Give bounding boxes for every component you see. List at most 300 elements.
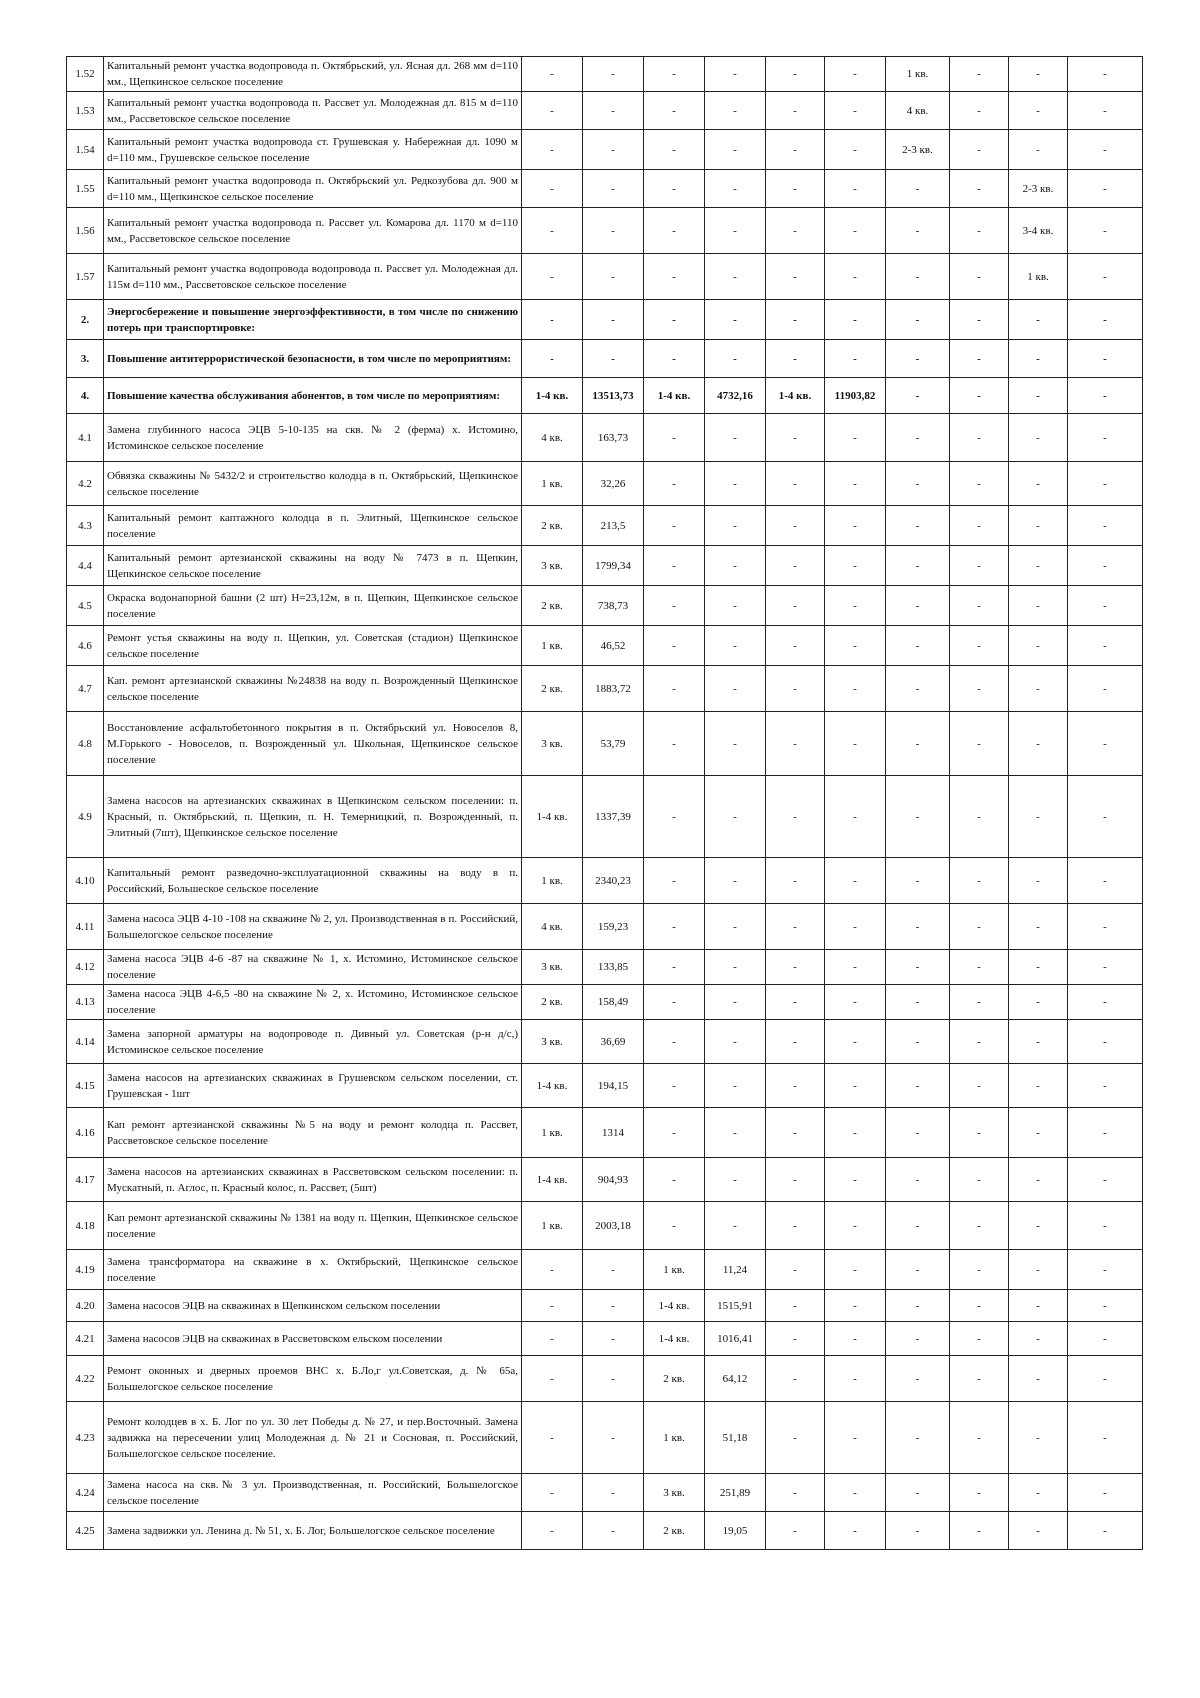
row-description: Замена насосов на артезианских скважинах в Грушевском сельском поселении, ст. Грушевская - 1шт bbox=[104, 1064, 522, 1108]
row-value-7: - bbox=[886, 1158, 950, 1202]
row-value-5: - bbox=[766, 170, 825, 208]
row-description: Кап ремонт артезианской скважины №5 на воду и ремонт колодца п. Рассвет, Рассветовское сельское поселение bbox=[104, 1108, 522, 1158]
row-value-8: - bbox=[950, 130, 1009, 170]
row-number: 1.55 bbox=[67, 170, 104, 208]
row-description: Капитальный ремонт участка водопровода п. Октябрьский, ул. Ясная дл. 268 мм d=110 мм., Щепкинское сельское поселение bbox=[104, 57, 522, 92]
row-value-9: - bbox=[1009, 57, 1068, 92]
row-value-2: 46,52 bbox=[583, 626, 644, 666]
row-value-8: - bbox=[950, 340, 1009, 378]
row-value-6: - bbox=[825, 1474, 886, 1512]
row-value-8: - bbox=[950, 462, 1009, 506]
row-value-4: 64,12 bbox=[705, 1356, 766, 1402]
row-value-7: - bbox=[886, 586, 950, 626]
row-value-7: - bbox=[886, 1290, 950, 1322]
row-value-10: - bbox=[1068, 92, 1143, 130]
row-value-10: - bbox=[1068, 1158, 1143, 1202]
row-value-6: - bbox=[825, 1158, 886, 1202]
row-value-3: 3 кв. bbox=[644, 1474, 705, 1512]
row-value-4: 51,18 bbox=[705, 1402, 766, 1474]
row-value-3: - bbox=[644, 904, 705, 950]
row-value-4: - bbox=[705, 130, 766, 170]
row-value-6: - bbox=[825, 462, 886, 506]
row-value-2: - bbox=[583, 1402, 644, 1474]
row-value-7: - bbox=[886, 1020, 950, 1064]
row-number: 4.23 bbox=[67, 1402, 104, 1474]
row-number: 4.11 bbox=[67, 904, 104, 950]
row-value-3: - bbox=[644, 985, 705, 1020]
row-description: Повышение качества обслуживания абонентов, в том числе по мероприятиям: bbox=[104, 378, 522, 414]
row-value-5: - bbox=[766, 1158, 825, 1202]
row-value-5: - bbox=[766, 92, 825, 130]
row-value-1: 1 кв. bbox=[522, 1108, 583, 1158]
row-value-8: - bbox=[950, 414, 1009, 462]
row-value-3: - bbox=[644, 254, 705, 300]
row-value-7: - bbox=[886, 1402, 950, 1474]
row-value-8: - bbox=[950, 776, 1009, 858]
row-value-5: - bbox=[766, 1020, 825, 1064]
row-value-4: 11,24 bbox=[705, 1250, 766, 1290]
row-value-6: - bbox=[825, 506, 886, 546]
row-value-6: - bbox=[825, 666, 886, 712]
row-value-9: - bbox=[1009, 666, 1068, 712]
row-value-8: - bbox=[950, 858, 1009, 904]
row-value-9: - bbox=[1009, 904, 1068, 950]
row-value-8: - bbox=[950, 1202, 1009, 1250]
row-value-5: - bbox=[766, 1250, 825, 1290]
row-value-8: - bbox=[950, 1158, 1009, 1202]
row-value-1: - bbox=[522, 170, 583, 208]
row-number: 1.57 bbox=[67, 254, 104, 300]
table-row bbox=[67, 712, 1143, 776]
row-value-6: - bbox=[825, 340, 886, 378]
row-value-3: - bbox=[644, 130, 705, 170]
row-value-7: - bbox=[886, 254, 950, 300]
row-number: 4.18 bbox=[67, 1202, 104, 1250]
table-row bbox=[67, 1064, 1143, 1108]
row-number: 4.19 bbox=[67, 1250, 104, 1290]
row-value-6: - bbox=[825, 1250, 886, 1290]
row-value-6: 11903,82 bbox=[825, 378, 886, 414]
table-row bbox=[67, 92, 1143, 130]
row-value-1: - bbox=[522, 1322, 583, 1356]
row-value-9: - bbox=[1009, 462, 1068, 506]
row-value-1: 3 кв. bbox=[522, 712, 583, 776]
row-value-6: - bbox=[825, 1512, 886, 1550]
row-description: Замена насосов на артезианских скважинах в Рассветовском сельском поселении: п. Мускатный, п. Аглос, п. Красный колос, п. Рассвет, (5шт) bbox=[104, 1158, 522, 1202]
row-value-7: - bbox=[886, 1322, 950, 1356]
table-row bbox=[67, 1474, 1143, 1512]
row-value-1: - bbox=[522, 1402, 583, 1474]
row-value-2: 904,93 bbox=[583, 1158, 644, 1202]
row-value-9: 2-3 кв. bbox=[1009, 170, 1068, 208]
row-value-9: - bbox=[1009, 1290, 1068, 1322]
row-value-4: - bbox=[705, 776, 766, 858]
row-value-10: - bbox=[1068, 1512, 1143, 1550]
row-value-2: 36,69 bbox=[583, 1020, 644, 1064]
row-value-6: - bbox=[825, 1290, 886, 1322]
row-description: Энергосбережение и повышение энергоэффективности, в том числе по снижению потерь при транспортировке: bbox=[104, 300, 522, 340]
row-value-2: 133,85 bbox=[583, 950, 644, 985]
row-number: 4.24 bbox=[67, 1474, 104, 1512]
row-value-7: - bbox=[886, 950, 950, 985]
row-value-6: - bbox=[825, 92, 886, 130]
row-number: 4. bbox=[67, 378, 104, 414]
row-value-3: - bbox=[644, 1202, 705, 1250]
row-value-8: - bbox=[950, 1474, 1009, 1512]
row-value-2: - bbox=[583, 208, 644, 254]
row-value-3: - bbox=[644, 546, 705, 586]
row-value-7: - bbox=[886, 1108, 950, 1158]
row-value-9: - bbox=[1009, 546, 1068, 586]
row-value-2: 53,79 bbox=[583, 712, 644, 776]
row-value-4: - bbox=[705, 414, 766, 462]
row-value-10: - bbox=[1068, 1108, 1143, 1158]
row-value-2: 32,26 bbox=[583, 462, 644, 506]
row-value-3: - bbox=[644, 340, 705, 378]
row-value-9: 1 кв. bbox=[1009, 254, 1068, 300]
table-row bbox=[67, 130, 1143, 170]
table-row bbox=[67, 904, 1143, 950]
row-value-5: - bbox=[766, 626, 825, 666]
row-value-7: - bbox=[886, 546, 950, 586]
row-value-1: - bbox=[522, 1356, 583, 1402]
row-value-1: 4 кв. bbox=[522, 904, 583, 950]
row-value-9: - bbox=[1009, 626, 1068, 666]
row-value-10: - bbox=[1068, 666, 1143, 712]
row-value-4: - bbox=[705, 858, 766, 904]
row-value-8: - bbox=[950, 506, 1009, 546]
row-value-5: - bbox=[766, 300, 825, 340]
row-value-9: - bbox=[1009, 950, 1068, 985]
row-value-9: - bbox=[1009, 300, 1068, 340]
row-value-4: - bbox=[705, 300, 766, 340]
row-value-4: - bbox=[705, 506, 766, 546]
row-value-6: - bbox=[825, 626, 886, 666]
row-description: Замена насосов на артезианских скважинах в Щепкинском сельском поселении: п. Красный, п. Октябрьский, п. Щепкин, п. Н. Темерницкий, п. Возрожденный, п. Элитный (7шт), Щепкинское сельское поселение bbox=[104, 776, 522, 858]
row-value-6: - bbox=[825, 1322, 886, 1356]
row-number: 4.20 bbox=[67, 1290, 104, 1322]
row-value-1: - bbox=[522, 1250, 583, 1290]
row-value-9: - bbox=[1009, 1108, 1068, 1158]
row-value-10: - bbox=[1068, 950, 1143, 985]
row-value-4: - bbox=[705, 254, 766, 300]
row-value-1: - bbox=[522, 130, 583, 170]
row-description: Ремонт устья скважины на воду п. Щепкин, ул. Советская (стадион) Щепкинское сельское поселение bbox=[104, 626, 522, 666]
table-row bbox=[67, 1020, 1143, 1064]
row-value-3: - bbox=[644, 1158, 705, 1202]
row-value-9: - bbox=[1009, 1064, 1068, 1108]
row-value-9: - bbox=[1009, 92, 1068, 130]
row-value-7: - bbox=[886, 904, 950, 950]
row-value-1: 3 кв. bbox=[522, 546, 583, 586]
row-value-2: 1883,72 bbox=[583, 666, 644, 712]
row-value-10: - bbox=[1068, 1290, 1143, 1322]
row-value-4: - bbox=[705, 170, 766, 208]
row-value-5: - bbox=[766, 712, 825, 776]
table-row bbox=[67, 666, 1143, 712]
row-number: 4.15 bbox=[67, 1064, 104, 1108]
row-value-1: - bbox=[522, 208, 583, 254]
row-value-7: - bbox=[886, 208, 950, 254]
row-description: Замена насоса ЭЦВ 4-10 -108 на скважине № 2, ул. Производственная в п. Российский, Большелогское сельское поселение bbox=[104, 904, 522, 950]
measures-table bbox=[66, 56, 1143, 1550]
row-number: 4.16 bbox=[67, 1108, 104, 1158]
row-number: 1.54 bbox=[67, 130, 104, 170]
row-value-5: - bbox=[766, 208, 825, 254]
row-value-5: - bbox=[766, 1512, 825, 1550]
row-value-5: - bbox=[766, 1322, 825, 1356]
row-number: 1.56 bbox=[67, 208, 104, 254]
row-value-2: 2003,18 bbox=[583, 1202, 644, 1250]
row-number: 4.9 bbox=[67, 776, 104, 858]
row-value-1: 2 кв. bbox=[522, 586, 583, 626]
row-value-6: - bbox=[825, 776, 886, 858]
row-value-4: - bbox=[705, 904, 766, 950]
row-description: Кап. ремонт артезианской скважины №24838 на воду п. Возрожденный Щепкинское сельское поселение bbox=[104, 666, 522, 712]
table-row bbox=[67, 1356, 1143, 1402]
row-value-7: - bbox=[886, 1512, 950, 1550]
row-value-2: - bbox=[583, 1290, 644, 1322]
row-description: Обвязка скважины № 5432/2 и строительство колодца в п. Октябрьский, Щепкинское сельское поселение bbox=[104, 462, 522, 506]
row-value-2: 1337,39 bbox=[583, 776, 644, 858]
row-value-9: - bbox=[1009, 1250, 1068, 1290]
row-value-1: - bbox=[522, 254, 583, 300]
row-value-4: - bbox=[705, 950, 766, 985]
row-description: Ремонт колодцев в х. Б. Лог по ул. 30 лет Победы д. № 27, и пер.Восточный. Замена задвижка на пересечении улиц Молодежная д. № 21 и Сосновая, п. Российский, Большелогское сельское поселение. bbox=[104, 1402, 522, 1474]
row-value-3: 1-4 кв. bbox=[644, 378, 705, 414]
row-value-2: 159,23 bbox=[583, 904, 644, 950]
row-value-2: 1314 bbox=[583, 1108, 644, 1158]
row-value-3: - bbox=[644, 57, 705, 92]
row-value-10: - bbox=[1068, 1250, 1143, 1290]
row-value-2: - bbox=[583, 57, 644, 92]
row-value-6: - bbox=[825, 254, 886, 300]
row-value-1: 1-4 кв. bbox=[522, 1064, 583, 1108]
row-value-8: - bbox=[950, 254, 1009, 300]
row-value-7: - bbox=[886, 1356, 950, 1402]
row-value-9: - bbox=[1009, 1322, 1068, 1356]
row-description: Капитальный ремонт артезианской скважины на воду № 7473 в п. Щепкин, Щепкинское сельское поселение bbox=[104, 546, 522, 586]
row-value-8: - bbox=[950, 92, 1009, 130]
row-value-9: - bbox=[1009, 506, 1068, 546]
row-value-10: - bbox=[1068, 1474, 1143, 1512]
table-row bbox=[67, 340, 1143, 378]
row-description: Замена насосов ЭЦВ на скважинах в Щепкинском сельском поселении bbox=[104, 1290, 522, 1322]
row-description: Замена насоса ЭЦВ 4-6,5 -80 на скважине № 2, х. Истомино, Истоминское сельское поселение bbox=[104, 985, 522, 1020]
row-value-8: - bbox=[950, 626, 1009, 666]
row-number: 1.53 bbox=[67, 92, 104, 130]
row-number: 4.7 bbox=[67, 666, 104, 712]
row-number: 4.12 bbox=[67, 950, 104, 985]
row-value-3: 1-4 кв. bbox=[644, 1322, 705, 1356]
row-value-2: - bbox=[583, 1356, 644, 1402]
row-value-4: - bbox=[705, 1108, 766, 1158]
row-number: 4.1 bbox=[67, 414, 104, 462]
row-value-7: - bbox=[886, 626, 950, 666]
table-row bbox=[67, 57, 1143, 92]
row-value-1: 1 кв. bbox=[522, 1202, 583, 1250]
row-number: 4.22 bbox=[67, 1356, 104, 1402]
row-value-8: - bbox=[950, 1064, 1009, 1108]
row-number: 3. bbox=[67, 340, 104, 378]
row-value-7: - bbox=[886, 506, 950, 546]
row-value-1: - bbox=[522, 57, 583, 92]
row-description: Окраска водонапорной башни (2 шт) Н=23,12м, в п. Щепкин, Щепкинское сельское поселение bbox=[104, 586, 522, 626]
row-value-4: 1016,41 bbox=[705, 1322, 766, 1356]
row-value-4: - bbox=[705, 546, 766, 586]
row-value-9: - bbox=[1009, 985, 1068, 1020]
row-value-5: - bbox=[766, 950, 825, 985]
row-value-10: - bbox=[1068, 340, 1143, 378]
row-value-3: 1-4 кв. bbox=[644, 1290, 705, 1322]
row-value-10: - bbox=[1068, 57, 1143, 92]
row-value-7: - bbox=[886, 776, 950, 858]
row-value-9: - bbox=[1009, 1020, 1068, 1064]
row-value-10: - bbox=[1068, 414, 1143, 462]
row-value-4: - bbox=[705, 1064, 766, 1108]
row-value-2: 194,15 bbox=[583, 1064, 644, 1108]
row-value-1: - bbox=[522, 1290, 583, 1322]
row-value-6: - bbox=[825, 546, 886, 586]
row-value-9: - bbox=[1009, 776, 1068, 858]
row-value-10: - bbox=[1068, 776, 1143, 858]
table-row bbox=[67, 378, 1143, 414]
row-value-2: - bbox=[583, 300, 644, 340]
row-value-10: - bbox=[1068, 1064, 1143, 1108]
row-value-6: - bbox=[825, 414, 886, 462]
row-value-1: 1 кв. bbox=[522, 626, 583, 666]
row-value-6: - bbox=[825, 1020, 886, 1064]
row-value-10: - bbox=[1068, 985, 1143, 1020]
row-value-6: - bbox=[825, 1402, 886, 1474]
row-value-8: - bbox=[950, 378, 1009, 414]
row-value-5: - bbox=[766, 985, 825, 1020]
row-value-8: - bbox=[950, 546, 1009, 586]
row-description: Замена насоса на скв.№ 3 ул. Производственная, п. Российский, Большелогское сельское поселение bbox=[104, 1474, 522, 1512]
row-value-5: - bbox=[766, 1356, 825, 1402]
row-value-2: - bbox=[583, 340, 644, 378]
row-value-8: - bbox=[950, 57, 1009, 92]
row-value-3: - bbox=[644, 170, 705, 208]
row-value-6: - bbox=[825, 300, 886, 340]
row-number: 4.21 bbox=[67, 1322, 104, 1356]
row-description: Замена запорной арматуры на водопроводе п. Дивный ул. Советская (р-н д/с,) Истоминское сельское поселение bbox=[104, 1020, 522, 1064]
row-value-1: 1 кв. bbox=[522, 462, 583, 506]
row-description: Замена трансформатора на скважине в х. Октябрьский, Щепкинское сельское поселение bbox=[104, 1250, 522, 1290]
row-value-3: 1 кв. bbox=[644, 1250, 705, 1290]
row-value-6: - bbox=[825, 586, 886, 626]
row-value-3: - bbox=[644, 300, 705, 340]
row-description: Замена насосов ЭЦВ на скважинах в Рассветовском ельском поселении bbox=[104, 1322, 522, 1356]
row-value-5: - bbox=[766, 130, 825, 170]
row-value-8: - bbox=[950, 985, 1009, 1020]
row-value-3: - bbox=[644, 858, 705, 904]
row-value-4: - bbox=[705, 985, 766, 1020]
row-number: 4.13 bbox=[67, 985, 104, 1020]
row-value-5: - bbox=[766, 340, 825, 378]
row-value-10: - bbox=[1068, 378, 1143, 414]
row-value-3: - bbox=[644, 666, 705, 712]
row-value-6: - bbox=[825, 712, 886, 776]
row-value-1: 1-4 кв. bbox=[522, 776, 583, 858]
row-value-8: - bbox=[950, 1356, 1009, 1402]
row-value-1: - bbox=[522, 1474, 583, 1512]
table-row bbox=[67, 546, 1143, 586]
row-value-9: - bbox=[1009, 130, 1068, 170]
table-row bbox=[67, 626, 1143, 666]
table-row bbox=[67, 1250, 1143, 1290]
row-value-5: - bbox=[766, 1064, 825, 1108]
row-value-6: - bbox=[825, 858, 886, 904]
row-value-9: - bbox=[1009, 378, 1068, 414]
row-value-5: - bbox=[766, 666, 825, 712]
row-value-2: 1799,34 bbox=[583, 546, 644, 586]
table-row bbox=[67, 1290, 1143, 1322]
row-value-2: - bbox=[583, 254, 644, 300]
row-value-4: - bbox=[705, 712, 766, 776]
table-row bbox=[67, 1108, 1143, 1158]
row-value-4: - bbox=[705, 57, 766, 92]
row-value-8: - bbox=[950, 1250, 1009, 1290]
row-value-9: 3-4 кв. bbox=[1009, 208, 1068, 254]
row-value-5: - bbox=[766, 506, 825, 546]
row-value-3: - bbox=[644, 1020, 705, 1064]
row-value-7: - bbox=[886, 170, 950, 208]
row-description: Ремонт оконных и дверных проемов ВНС х. Б.Ло,г ул.Советская, д. № 65а, Большелогское сельское поселение bbox=[104, 1356, 522, 1402]
table-row bbox=[67, 300, 1143, 340]
row-value-8: - bbox=[950, 1322, 1009, 1356]
row-description: Повышение антитеррористической безопасности, в том числе по мероприятиям: bbox=[104, 340, 522, 378]
row-value-1: 2 кв. bbox=[522, 506, 583, 546]
row-value-5: - bbox=[766, 776, 825, 858]
row-value-2: - bbox=[583, 1474, 644, 1512]
table-body bbox=[67, 57, 1143, 1550]
row-value-10: - bbox=[1068, 254, 1143, 300]
row-value-8: - bbox=[950, 1402, 1009, 1474]
row-value-5: - bbox=[766, 858, 825, 904]
table-row bbox=[67, 858, 1143, 904]
row-value-3: - bbox=[644, 950, 705, 985]
row-value-9: - bbox=[1009, 1402, 1068, 1474]
row-value-4: 251,89 bbox=[705, 1474, 766, 1512]
row-value-4: - bbox=[705, 208, 766, 254]
row-value-1: 2 кв. bbox=[522, 666, 583, 712]
row-number: 2. bbox=[67, 300, 104, 340]
row-value-7: - bbox=[886, 378, 950, 414]
row-value-10: - bbox=[1068, 586, 1143, 626]
table-row bbox=[67, 462, 1143, 506]
row-value-7: - bbox=[886, 858, 950, 904]
row-value-5: - bbox=[766, 1402, 825, 1474]
row-value-10: - bbox=[1068, 208, 1143, 254]
row-value-3: - bbox=[644, 1108, 705, 1158]
row-description: Замена задвижки ул. Ленина д. № 51, х. Б. Лог, Большелогское сельское поселение bbox=[104, 1512, 522, 1550]
row-value-1: 1 кв. bbox=[522, 858, 583, 904]
row-description: Замена глубинного насоса ЭЦВ 5-10-135 на скв. № 2 (ферма) х. Истомино, Истоминское сельское поселение bbox=[104, 414, 522, 462]
row-value-7: - bbox=[886, 300, 950, 340]
row-value-5: - bbox=[766, 546, 825, 586]
row-value-10: - bbox=[1068, 626, 1143, 666]
row-value-2: - bbox=[583, 170, 644, 208]
row-value-1: - bbox=[522, 340, 583, 378]
row-value-4: - bbox=[705, 666, 766, 712]
row-value-1: - bbox=[522, 92, 583, 130]
row-value-4: - bbox=[705, 1202, 766, 1250]
row-value-10: - bbox=[1068, 130, 1143, 170]
row-value-7: - bbox=[886, 414, 950, 462]
row-value-6: - bbox=[825, 57, 886, 92]
row-value-6: - bbox=[825, 985, 886, 1020]
